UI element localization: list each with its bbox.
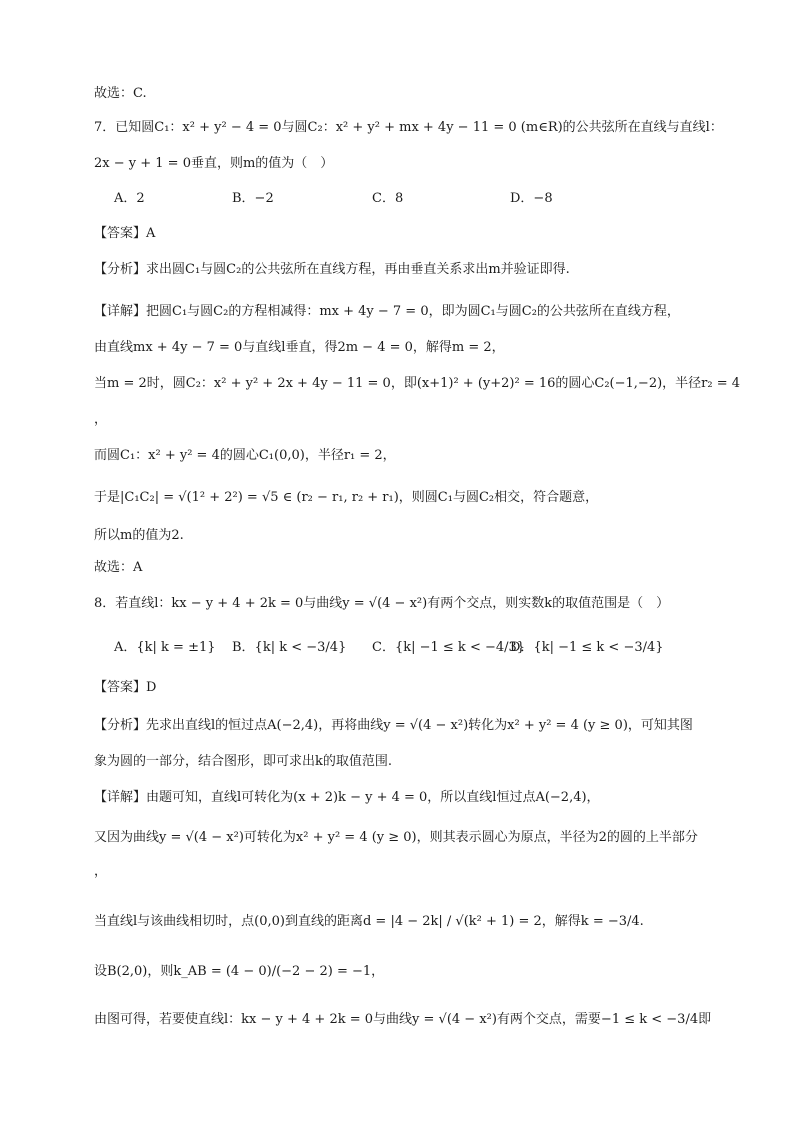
q7-stem-line2: 2x − y + 1 = 0垂直，则m的值为（ ） xyxy=(94,156,334,171)
q8-analysis-1: 【分析】先求出直线l的恒过点A(−2,4)，再将曲线y = √(4 − x²)转化为x² + y² = 4 (y ≥ 0)，可知其图 xyxy=(94,718,693,733)
q8-stem: 8．若直线l：kx − y + 4 + 2k = 0与曲线y = √(4 − x²)有两个交点，则实数k的取值范围是（ ） xyxy=(94,596,670,611)
q8-choice-b: B．{k| k < −3/4} xyxy=(232,640,347,655)
q8-analysis-2: 象为圆的一部分，结合图形，即可求出k的取值范围. xyxy=(94,754,393,769)
q7-choice-c: C．8 xyxy=(372,191,404,206)
q7-choice-b: B．−2 xyxy=(232,191,274,206)
q8-answer: 【答案】D xyxy=(94,680,157,695)
q8-detail-2: 又因为曲线y = √(4 − x²)可转化为x² + y² = 4 (y ≥ 0)，则其表示圆心为原点，半径为2的圆的上半部分 xyxy=(94,830,698,845)
q7-select: 故选：A xyxy=(94,560,143,575)
q7-answer: 【答案】A xyxy=(94,226,156,241)
q7-detail-6: 所以m的值为2. xyxy=(94,528,184,543)
q8-choice-a: A．{k| k = ±1} xyxy=(114,640,216,655)
q7-choice-a: A．2 xyxy=(114,191,145,206)
prev-answer-select: 故选：C. xyxy=(94,86,147,101)
q7-detail-1: 【详解】把圆C₁与圆C₂的方程相减得：mx + 4y − 7 = 0，即为圆C₁与圆C₂的公共弦所在直线方程， xyxy=(94,304,680,319)
q8-detail-2b: ， xyxy=(94,864,108,879)
q7-detail-2: 由直线mx + 4y − 7 = 0与直线l垂直，得2m − 4 = 0，解得m = 2， xyxy=(94,340,505,355)
q7-detail-5: 于是|C₁C₂| = √(1² + 2²) = √5 ∈ (r₂ − r₁, r₂ + r₁)，则圆C₁与圆C₂相交，符合题意， xyxy=(94,490,599,505)
q7-choice-d: D．−8 xyxy=(510,191,553,206)
q8-detail-4: 设B(2,0)，则k_AB = (4 − 0)/(−2 − 2) = −1， xyxy=(94,964,385,979)
q7-detail-3b: ， xyxy=(94,412,108,427)
q8-detail-3: 当直线l与该曲线相切时，点(0,0)到直线的距离d = |4 − 2k| / √(k² + 1) = 2，解得k = −3/4. xyxy=(94,914,644,929)
q7-detail-3: 当m = 2时，圆C₂：x² + y² + 2x + 4y − 11 = 0，即(x+1)² + (y+2)² = 16的圆心C₂(−1,−2)，半径r₂ = 4 xyxy=(94,376,741,391)
q8-choice-d: D．{k| −1 ≤ k < −3/4} xyxy=(510,640,664,655)
q8-detail-1: 【详解】由题可知，直线l可转化为(x + 2)k − y + 4 = 0，所以直线l恒过点A(−2,4)， xyxy=(94,790,600,805)
q7-analysis: 【分析】求出圆C₁与圆C₂的公共弦所在直线方程，再由垂直关系求出m并验证即得. xyxy=(94,262,570,277)
q8-detail-5: 由图可得，若要使直线l：kx − y + 4 + 2k = 0与曲线y = √(4 − x²)有两个交点，需要−1 ≤ k < −3/4即 xyxy=(94,1012,712,1027)
q7-stem-line1: 7．已知圆C₁：x² + y² − 4 = 0与圆C₂：x² + y² + mx + 4y − 11 = 0 (m∈R)的公共弦所在直线与直线l： xyxy=(94,120,723,135)
q8-choice-c: C．{k| −1 ≤ k < −4/3} xyxy=(372,640,526,655)
q7-detail-4: 而圆C₁：x² + y² = 4的圆心C₁(0,0)，半径r₁ = 2， xyxy=(94,448,396,463)
